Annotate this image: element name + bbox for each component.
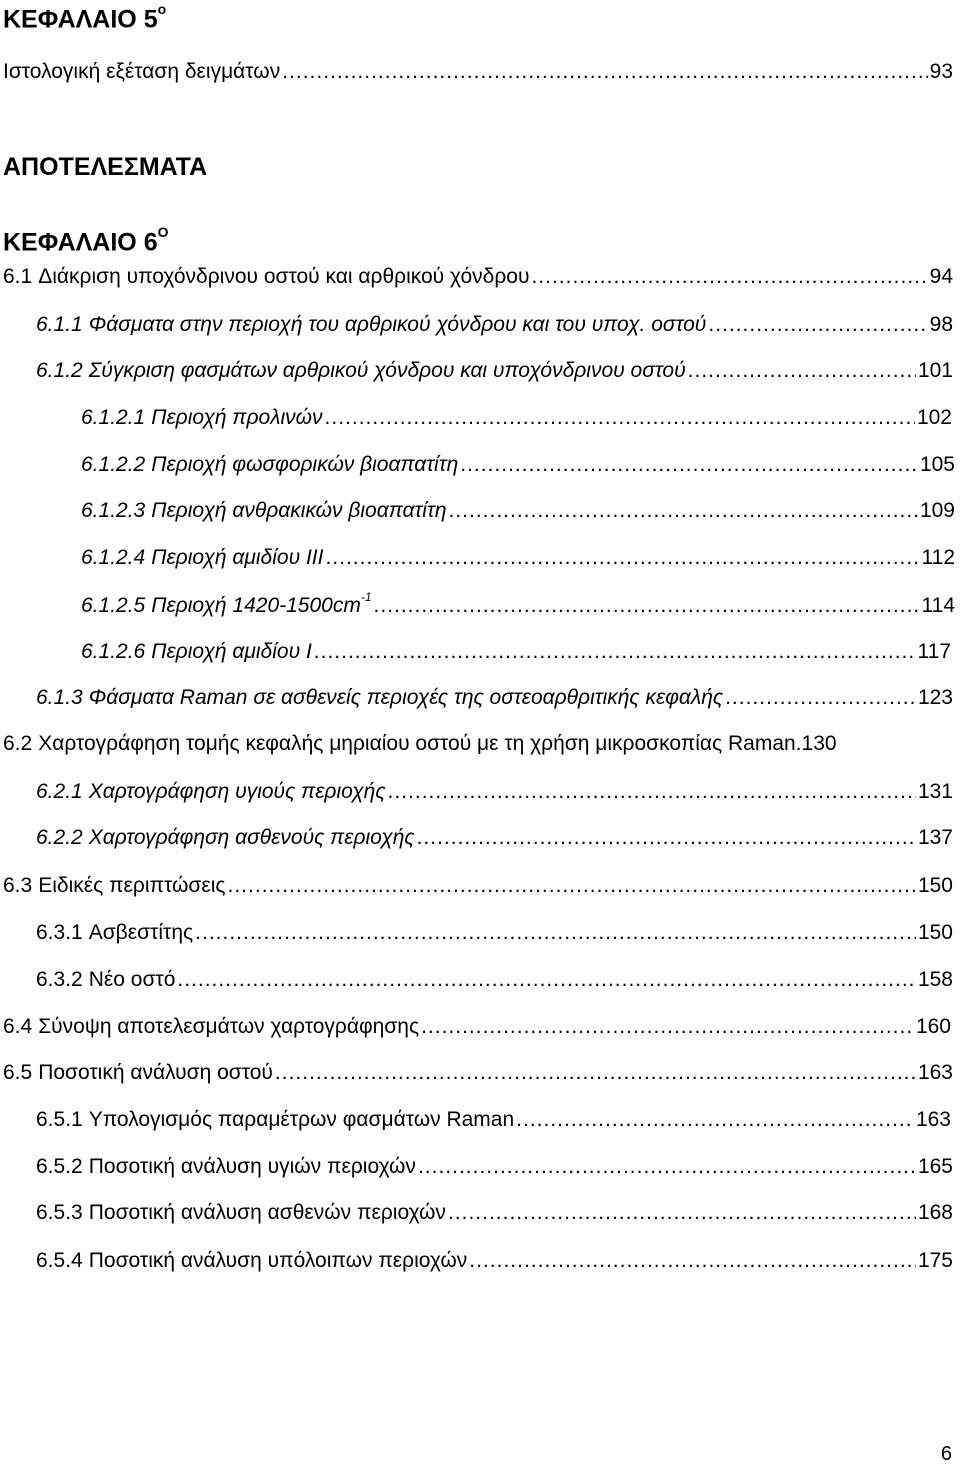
toc-entry[interactable]: 6.1.2 Σύγκριση φασμάτων αρθρικού χόνδρου και υποχόνδρινου οστού ..... 101 [36, 360, 953, 381]
toc-entry[interactable]: 6.1.1 Φάσματα στην περιοχή του αρθρικού χόνδρου και του υποχ. οστού ..... 98 [36, 314, 953, 335]
chapter-5-heading: ΚΕΦΑΛΑΙΟ $5^o$ [3, 1, 167, 34]
toc-entry[interactable]: 6.5.4 Ποσοτική ανάλυση υπόλοιπων περιοχών ..... 175 [36, 1250, 953, 1271]
results-heading: ΑΠΟΤΕΛΕΣΜΑΤΑ [3, 153, 208, 181]
toc-entry[interactable]: 6.1.2.1 Περιοχή προλινών ..... 102 [81, 407, 952, 428]
toc-entry[interactable]: 6.2.2 Χαρτογράφηση ασθενούς περιοχής ..... 137 [36, 827, 953, 848]
toc-entry[interactable]: 6.1 Διάκριση υποχόνδρινου οστού και αρθρικού χόνδρου ..... 94 [3, 266, 953, 287]
toc-entry-chapter-5[interactable]: Ιστολογική εξέταση δειγμάτων ..... 93 [3, 61, 953, 82]
toc-entry[interactable]: 6.2.1 Χαρτογράφηση υγιούς περιοχής ..... 131 [36, 781, 953, 802]
toc-entry[interactable]: 6.5.2 Ποσοτική ανάλυση υγιών περιοχών ..... 165 [36, 1156, 953, 1177]
toc-entry[interactable]: 6.3.1 Ασβεστίτης ..... 150 [36, 922, 953, 943]
toc-entry[interactable]: 6.3.2 Νέο οστό ..... 158 [36, 969, 953, 990]
toc-entry[interactable]: 6.4 Σύνοψη αποτελεσμάτων χαρτογράφησης ..... 160 [3, 1016, 951, 1037]
toc-entry[interactable]: 6.5.1 Υπολογισμός παραμέτρων φασμάτων Raman ..... 163 [36, 1109, 951, 1130]
chapter-6-heading: ΚΕΦΑΛΑΙΟ $6^O$ [3, 224, 169, 257]
toc-entry[interactable]: 6.1.2.6 Περιοχή αμιδίου Ι ..... 117 [81, 641, 951, 662]
toc-entry[interactable]: 6.3 Ειδικές περιπτώσεις ..... 150 [3, 875, 953, 896]
toc-entry[interactable]: 6.1.2.4 Περιοχή αμιδίου ΙΙΙ ..... 112 [81, 547, 955, 568]
toc-entry[interactable]: 6.5.3 Ποσοτική ανάλυση ασθενών περιοχών ..... 168 [36, 1202, 953, 1223]
toc-entry[interactable]: 6.1.2.3 Περιοχή ανθρακικών βιοαπατίτη ..... 109 [81, 500, 955, 521]
toc-entry[interactable]: 6.1.3 Φάσματα Raman σε ασθενείς περιοχές της οστεοαρθριτικής κεφαλής ..... 123 [36, 687, 953, 708]
toc-entry[interactable]: 6.2 Χαρτογράφηση τομής κεφαλής μηριαίου οστού με τη χρήση μικροσκοπίας Raman. 130 [3, 732, 837, 755]
toc-entry[interactable]: 6.1.2.5 Περιοχή $1420-1500cm^{-1}$ ..... 114 [81, 594, 955, 616]
page-number: 6 [940, 1443, 952, 1465]
toc-entry[interactable]: 6.5 Ποσοτική ανάλυση οστού ..... 163 [3, 1062, 953, 1083]
toc-entry[interactable]: 6.1.2.2 Περιοχή φωσφορικών βιοαπατίτη ..... 105 [81, 454, 955, 475]
